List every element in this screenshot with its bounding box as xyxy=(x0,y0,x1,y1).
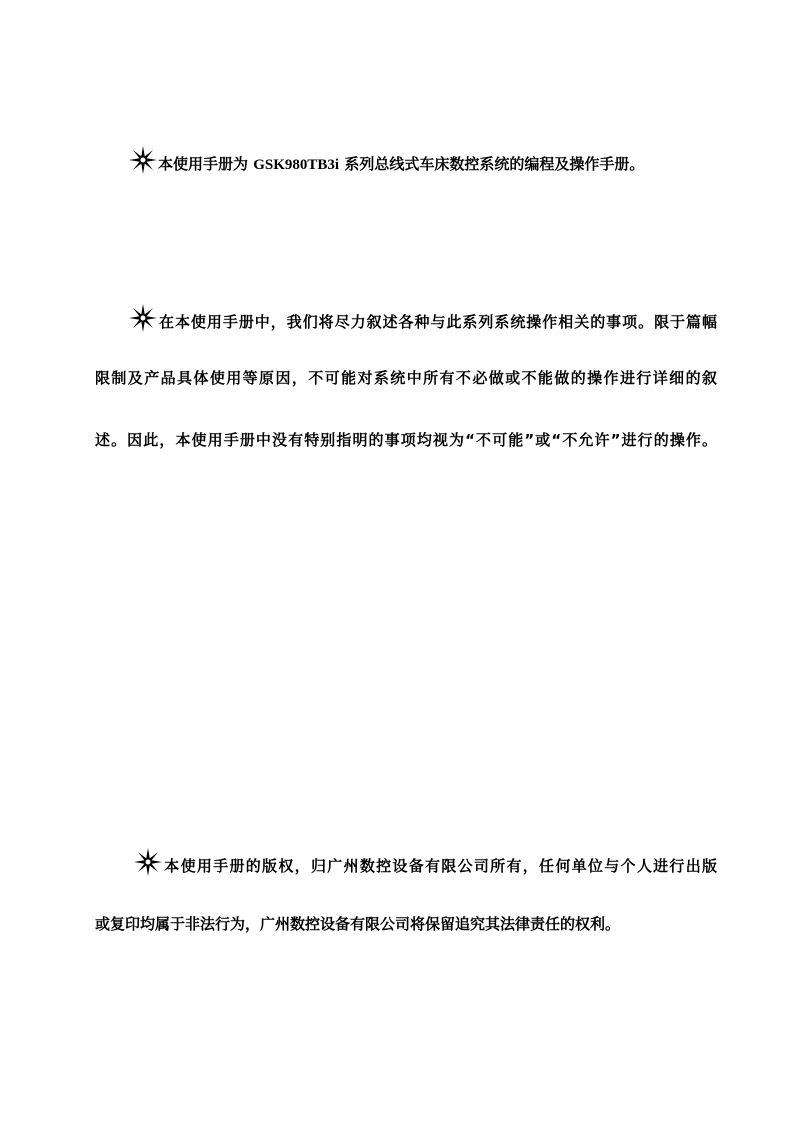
compass-star-icon xyxy=(128,303,158,333)
compass-star-icon xyxy=(128,145,158,175)
paragraph-disclaimer xyxy=(95,303,717,455)
paragraph-scope-text-b: 系列总线式车床数控系统的编程及操作手册。 xyxy=(339,155,645,173)
paragraph-copyright-line-1 xyxy=(95,847,717,877)
paragraph-disclaimer-line-3: 述。因此，本使用手册中没有特别指明的事项均视为“不可能”或“不允许”进行的操作。 xyxy=(95,431,717,449)
compass-star-icon xyxy=(133,847,163,877)
paragraph-copyright-line-2: 或复印均属于非法行为，广州数控设备有限公司将保留追究其法律责任的权利。 xyxy=(95,915,621,933)
paragraph-copyright-text-1: 本使用手册的版权，归广州数控设备有限公司所有，任何单位与个人进行出版 xyxy=(163,857,717,875)
paragraph-disclaimer-line-2: 限制及产品具体使用等原因，不可能对系统中所有不必做或不能做的操作进行详细的叙 xyxy=(95,369,717,387)
paragraph-disclaimer-line-1 xyxy=(95,303,717,333)
paragraph-copyright xyxy=(95,847,717,939)
paragraph-scope xyxy=(95,145,717,175)
paragraph-scope-text-a: 本使用手册为 xyxy=(158,155,254,173)
model-name: GSK980TB3i xyxy=(253,157,340,173)
paragraph-disclaimer-text-1: 在本使用手册中，我们将尽力叙述各种与此系列系统操作相关的事项。限于篇幅 xyxy=(158,313,717,331)
paragraph-scope-line-1 xyxy=(95,145,717,175)
